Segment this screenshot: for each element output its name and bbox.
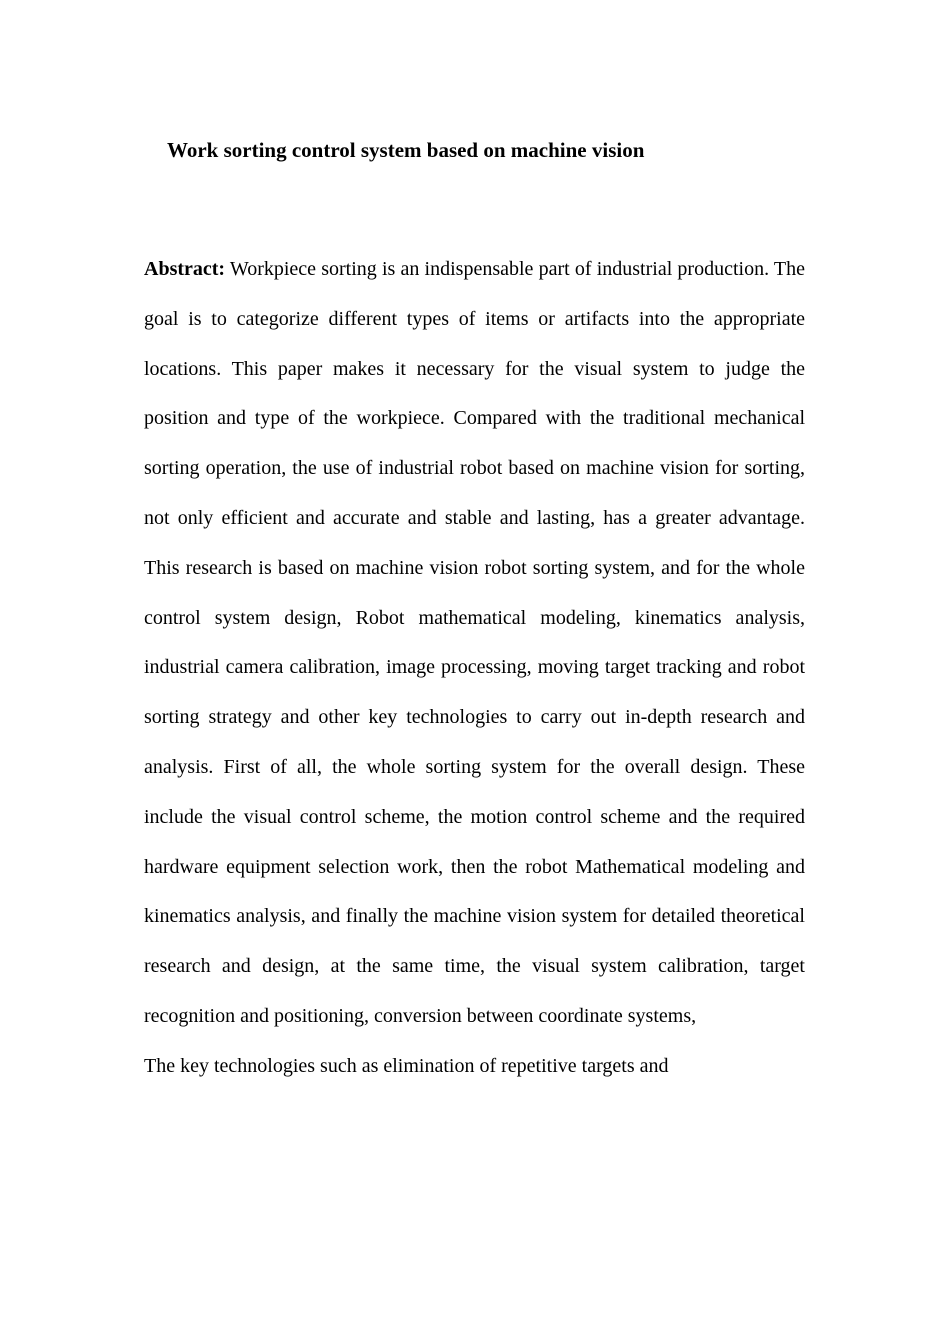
abstract-continuation: The key technologies such as elimination of repetitive targets and	[144, 1054, 669, 1077]
abstract-label: Abstract:	[144, 258, 226, 280]
abstract-text: Workpiece sorting is an indispensable part of industrial production. The goal is to categorize different types of items or artifacts into the appropriate locations. This paper makes it necessary for the visual system to judge the position and type of the workpiece. Compared with the traditional mechanical sorting operation, the use of industrial robot based on machine vision for sorting, not only efficient and accurate and stable and lasting, has a greater advantage. This research is based on machine vision robot sorting system, and for the whole control system design, Robot mathematical modeling, kinematics analysis, industrial camera calibration, image processing, moving target tracking and robot sorting strategy and other key technologies to carry out in-depth research and analysis. First of all, the whole sorting system for the overall design. These include the visual control scheme, the motion control scheme and the required hardware equipment selection work, then the robot Mathematical modeling and kinematics analysis, and finally the machine vision system for detailed theoretical research and design, at the same time, the visual system calibration, target recognition and positioning, conversion between coordinate systems,	[144, 258, 806, 1027]
abstract-section	[144, 245, 805, 1092]
abstract-paragraph	[144, 245, 805, 1042]
paper-title: Work sorting control system based on machine vision	[167, 138, 645, 162]
